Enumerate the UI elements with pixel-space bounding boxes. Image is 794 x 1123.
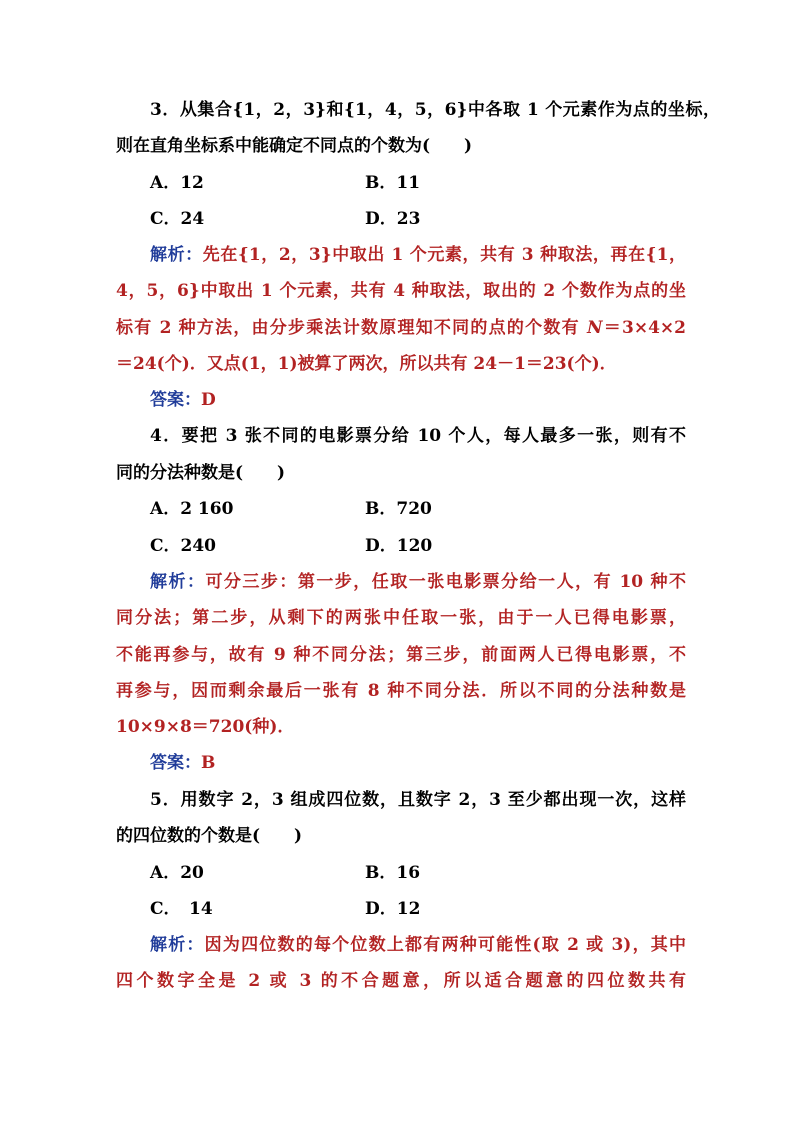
- q3-explanation-line2: 4，5，6}中取出 1 个元素，共有 4 种取法，取出的 2 个数作为点的坐: [116, 281, 686, 301]
- q5-explain-label: 解析：: [150, 935, 205, 955]
- q5-stem-line2: 的四位数的个数是( ): [116, 826, 303, 846]
- q5-options-row2: [0, 896, 794, 922]
- q4-answer: [150, 750, 720, 776]
- q4-options-row2: [0, 533, 794, 559]
- q4-stem-line2: 同的分法种数是( ): [116, 463, 286, 483]
- q3-option-b: B．11: [365, 173, 421, 193]
- q4-stem-line1: 4．要把 3 张不同的电影票分给 10 个人，每人最多一张，则有不: [150, 426, 686, 446]
- q5-option-c: C． 14: [150, 899, 213, 919]
- variable-n: N: [586, 318, 603, 338]
- q3-explanation-line1: 解析：先在{1，2，3}中取出 1 个元素，共有 3 种取法，再在{1，: [150, 245, 686, 265]
- q3-options-row2: [0, 206, 794, 232]
- q3-answer-value: D: [201, 390, 216, 410]
- q3-explain-label: 解析：: [150, 245, 203, 265]
- q4-explanation-line1: 解析：可分三步：第一步，任取一张电影票分给一人，有 10 种不: [150, 572, 686, 592]
- q5-option-a: A．20: [150, 863, 204, 883]
- q3-stem-line1: 3．从集合{1，2，3}和{1，4，5，6}中各取 1 个元素作为点的坐标，: [150, 100, 720, 120]
- q4-options-row1: [0, 496, 794, 522]
- q3-stem-line2: 则在直角坐标系中能确定不同点的个数为( ): [116, 136, 473, 156]
- q4-explain-label: 解析：: [150, 572, 206, 592]
- q3-explanation-line3: 标有 2 种方法，由分步乘法计数原理知不同的点的个数有 N＝3×4×2: [116, 318, 686, 338]
- q3-answer: [150, 387, 720, 413]
- q3-options-row1: [0, 170, 794, 196]
- q3-option-c: C．24: [150, 209, 205, 229]
- q5-option-d: D．12: [365, 899, 421, 919]
- q5-explanation-line2: 四个数字全是 2 或 3 的不合题意，所以适合题意的四位数共有: [116, 971, 686, 991]
- q3-explanation-line4: ＝24(个)．又点(1，1)被算了两次，所以共有 24－1＝23(个)．: [116, 354, 617, 374]
- q4-explanation-line4: 再参与，因而剩余最后一张有 8 种不同分法．所以不同的分法种数是: [116, 681, 686, 701]
- q5-options-row1: [0, 860, 794, 886]
- q4-explanation-line3: 不能再参与，故有 9 种不同分法；第三步，前面两人已得电影票，不: [116, 645, 686, 665]
- q5-explanation-line1: 解析：因为四位数的每个位数上都有两种可能性(取 2 或 3)，其中: [150, 935, 687, 955]
- q5-option-b: B．16: [365, 863, 421, 883]
- q4-answer-label: 答案：: [150, 753, 201, 773]
- q4-option-d: D．120: [365, 536, 433, 556]
- q3-option-d: D．23: [365, 209, 421, 229]
- q3-answer-label: 答案：: [150, 390, 201, 410]
- q4-option-c: C．240: [150, 536, 217, 556]
- q4-option-a: A．2 160: [150, 499, 234, 519]
- q5-stem-line1: 5．用数字 2，3 组成四位数，且数字 2，3 至少都出现一次，这样: [150, 790, 686, 810]
- q4-explanation-line2: 同分法；第二步，从剩下的两张中任取一张，由于一人已得电影票，: [116, 608, 686, 628]
- q4-explanation-line5: 10×9×8＝720(种)．: [116, 717, 295, 737]
- q4-option-b: B．720: [365, 499, 432, 519]
- q4-answer-value: B: [201, 753, 216, 773]
- q3-option-a: A．12: [150, 173, 204, 193]
